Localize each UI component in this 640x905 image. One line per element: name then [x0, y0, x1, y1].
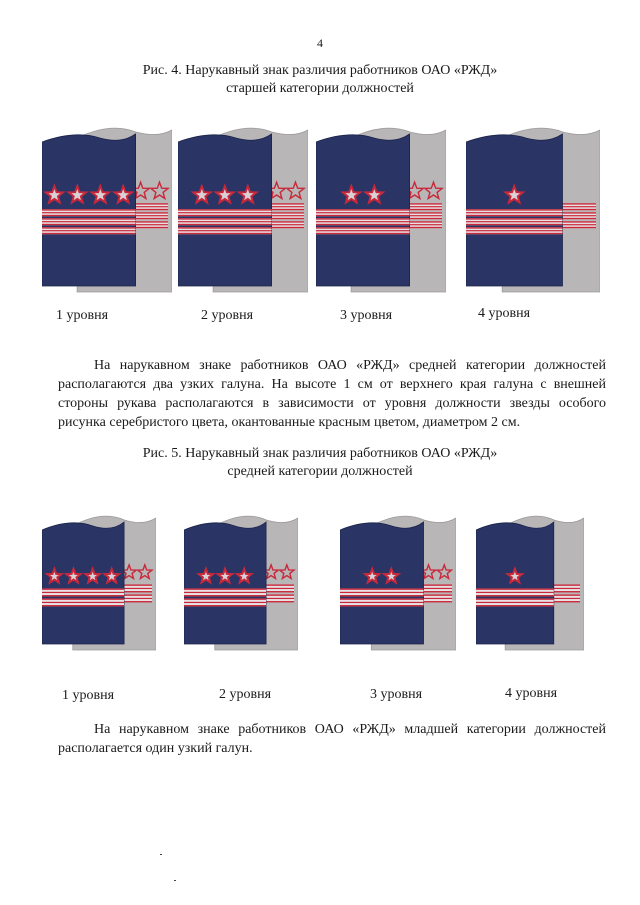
front-sleeve-galloon-line	[466, 230, 562, 231]
figure-5-caption-line-1: Рис. 5. Нарукавный знак различия работников ОАО «РЖД»	[142, 446, 498, 461]
front-sleeve-galloon-line	[42, 592, 124, 593]
back-sleeve-galloon-edge	[134, 209, 168, 210]
back-sleeve-galloon-line	[264, 598, 294, 599]
front-sleeve-galloon-line	[316, 221, 410, 222]
front-sleeve-galloon-edge	[466, 224, 562, 225]
insignia-drawing	[42, 510, 156, 658]
front-sleeve-galloon-line	[466, 212, 562, 213]
insignia-fig5-level-3	[340, 510, 456, 658]
front-sleeve-galloon-line	[184, 592, 266, 593]
front-sleeve	[184, 522, 266, 644]
page-number: 4	[317, 36, 323, 50]
front-sleeve-galloon-edge	[466, 218, 562, 219]
insignia-fig4-level-4	[466, 122, 600, 300]
front-sleeve-galloon-line	[42, 230, 136, 231]
front-sleeve-galloon-line	[340, 602, 424, 603]
back-sleeve-galloon-edge	[552, 584, 580, 585]
front-sleeve-galloon-edge	[42, 218, 136, 219]
back-sleeve-galloon-edge	[122, 591, 152, 592]
front-sleeve-galloon-edge	[316, 227, 410, 228]
back-sleeve-galloon-edge	[270, 218, 304, 219]
back-sleeve-galloon-edge	[560, 221, 596, 222]
front-sleeve-galloon-edge	[466, 215, 562, 216]
back-sleeve-galloon-edge	[264, 601, 294, 602]
front-sleeve-galloon-edge	[476, 605, 554, 606]
back-sleeve-galloon-line	[408, 206, 442, 207]
front-sleeve-galloon-edge	[42, 227, 136, 228]
back-sleeve-galloon-line	[552, 598, 580, 599]
back-sleeve-galloon-edge	[560, 227, 596, 228]
fig5-level-1-label: 1 уровня	[62, 688, 115, 703]
back-sleeve-galloon-edge	[264, 591, 294, 592]
front-sleeve-galloon-edge	[42, 588, 124, 589]
front-sleeve-galloon-line	[184, 602, 266, 603]
back-sleeve-galloon-line	[270, 224, 304, 225]
back-sleeve-galloon-edge	[270, 212, 304, 213]
back-sleeve-galloon-edge	[408, 227, 442, 228]
front-sleeve-galloon-edge	[316, 215, 410, 216]
insignia-drawing	[340, 510, 456, 658]
back-sleeve-galloon-line	[552, 588, 580, 589]
paragraph-middle-category: На нарукавном знаке работников ОАО «РЖД» средней категории должностей располагаются два узких галуна. На высоте 1 см от верхнего края галуна с внешней стороны рукава располагаются в зависимости от уровня должности звезды особого рисунка серебристого цвета, окантованные красным цветом, диаметром 2 см.	[58, 358, 606, 430]
back-sleeve-galloon-edge	[408, 221, 442, 222]
front-sleeve-galloon-edge	[316, 209, 410, 210]
back-sleeve-galloon-edge	[408, 203, 442, 204]
back-sleeve-galloon-edge	[134, 212, 168, 213]
back-sleeve-galloon-edge	[422, 594, 452, 595]
back-sleeve-galloon-line	[408, 224, 442, 225]
front-sleeve-galloon-edge	[178, 209, 272, 210]
front-sleeve-galloon-edge	[340, 588, 424, 589]
back-sleeve-galloon-edge	[422, 584, 452, 585]
front-sleeve-galloon-edge	[42, 209, 136, 210]
front-sleeve-galloon-edge	[316, 233, 410, 234]
front-sleeve-galloon-edge	[178, 233, 272, 234]
back-sleeve-galloon-edge	[408, 212, 442, 213]
back-sleeve-galloon-edge	[134, 218, 168, 219]
fig4-level-3-label: 3 уровня	[340, 308, 393, 323]
back-sleeve-galloon-line	[560, 224, 596, 225]
front-sleeve-galloon-edge	[184, 605, 266, 606]
back-sleeve-galloon-edge	[270, 209, 304, 210]
front-sleeve-galloon-edge	[316, 218, 410, 219]
front-sleeve-galloon-line	[42, 602, 124, 603]
front-sleeve-galloon-line	[42, 212, 136, 213]
front-sleeve-galloon-line	[178, 212, 272, 213]
front-sleeve-galloon-edge	[42, 224, 136, 225]
paragraph-junior-category: На нарукавном знаке работников ОАО «РЖД» младшей категории должностей располагается один узкий галун.	[58, 722, 606, 756]
front-sleeve-galloon-edge	[466, 233, 562, 234]
front-sleeve-galloon-edge	[42, 605, 124, 606]
back-sleeve-galloon-edge	[422, 601, 452, 602]
front-sleeve-galloon-edge	[178, 227, 272, 228]
back-sleeve-galloon-edge	[264, 584, 294, 585]
back-sleeve-galloon-line	[134, 224, 168, 225]
front-sleeve-galloon-line	[178, 230, 272, 231]
front-sleeve-galloon-edge	[184, 595, 266, 596]
insignia-fig5-level-4	[476, 510, 584, 658]
front-sleeve-galloon-edge	[178, 224, 272, 225]
insignia-fig5-level-1	[42, 510, 156, 658]
back-sleeve-galloon-edge	[422, 591, 452, 592]
figure-4-caption-line-2: старшей категории должностей	[226, 81, 414, 96]
insignia-drawing	[184, 510, 298, 658]
front-sleeve-galloon-edge	[42, 598, 124, 599]
insignia-fig5-level-2	[184, 510, 298, 658]
front-sleeve-galloon-line	[340, 592, 424, 593]
front-sleeve	[42, 522, 124, 644]
front-sleeve-galloon-edge	[476, 598, 554, 599]
front-sleeve-galloon-edge	[42, 595, 124, 596]
front-sleeve-galloon-edge	[340, 595, 424, 596]
insignia-fig4-level-1	[42, 122, 172, 300]
back-sleeve-galloon-line	[122, 588, 152, 589]
front-sleeve-galloon-line	[476, 602, 554, 603]
insignia-drawing	[476, 510, 584, 658]
back-sleeve-galloon-edge	[264, 594, 294, 595]
back-sleeve-galloon-edge	[552, 591, 580, 592]
front-sleeve-galloon-edge	[316, 224, 410, 225]
front-sleeve-galloon-line	[476, 592, 554, 593]
back-sleeve-galloon-edge	[122, 584, 152, 585]
front-sleeve-galloon-line	[178, 221, 272, 222]
back-sleeve-galloon-edge	[270, 203, 304, 204]
front-sleeve-galloon-edge	[476, 595, 554, 596]
fig5-level-2-label: 2 уровня	[219, 687, 272, 702]
front-sleeve-galloon-edge	[340, 598, 424, 599]
front-sleeve-galloon-edge	[476, 588, 554, 589]
insignia-drawing	[466, 122, 600, 300]
back-sleeve-galloon-line	[134, 206, 168, 207]
back-sleeve-galloon-edge	[122, 601, 152, 602]
insignia-fig4-level-3	[316, 122, 446, 300]
back-sleeve-galloon-edge	[134, 203, 168, 204]
front-sleeve-galloon-edge	[42, 215, 136, 216]
back-sleeve-galloon-line	[264, 588, 294, 589]
front-sleeve-galloon-line	[466, 221, 562, 222]
front-sleeve-galloon-edge	[178, 218, 272, 219]
back-sleeve-galloon-line	[134, 215, 168, 216]
front-sleeve-galloon-line	[42, 221, 136, 222]
back-sleeve-galloon-edge	[560, 209, 596, 210]
scan-speck	[160, 854, 162, 855]
front-sleeve-galloon-line	[316, 212, 410, 213]
front-sleeve	[476, 522, 554, 644]
back-sleeve-galloon-line	[560, 206, 596, 207]
back-sleeve-galloon-line	[122, 598, 152, 599]
fig4-level-2-label: 2 уровня	[201, 308, 254, 323]
back-sleeve-galloon-edge	[270, 221, 304, 222]
back-sleeve-galloon-edge	[560, 218, 596, 219]
front-sleeve-galloon-edge	[184, 598, 266, 599]
front-sleeve-galloon-edge	[340, 605, 424, 606]
back-sleeve-galloon-edge	[560, 203, 596, 204]
front-sleeve-galloon-edge	[42, 233, 136, 234]
insignia-drawing	[178, 122, 308, 300]
front-sleeve	[340, 522, 424, 644]
back-sleeve-galloon-line	[422, 588, 452, 589]
back-sleeve-galloon-line	[408, 215, 442, 216]
fig5-level-3-label: 3 уровня	[370, 687, 423, 702]
back-sleeve-galloon-edge	[552, 594, 580, 595]
insignia-drawing	[42, 122, 172, 300]
front-sleeve-galloon-edge	[466, 227, 562, 228]
front-sleeve-galloon-edge	[184, 588, 266, 589]
back-sleeve-galloon-line	[270, 215, 304, 216]
fig4-level-1-label: 1 уровня	[56, 308, 109, 323]
figure-4-caption-line-1: Рис. 4. Нарукавный знак различия работников ОАО «РЖД»	[142, 63, 498, 78]
back-sleeve-galloon-edge	[408, 218, 442, 219]
figure-5-caption-line-2: средней категории должностей	[227, 464, 413, 479]
fig4-level-4-label: 4 уровня	[478, 306, 531, 321]
front-sleeve-galloon-line	[316, 230, 410, 231]
back-sleeve-galloon-edge	[408, 209, 442, 210]
insignia-drawing	[316, 122, 446, 300]
back-sleeve-galloon-edge	[134, 221, 168, 222]
back-sleeve-galloon-line	[422, 598, 452, 599]
insignia-fig4-level-2	[178, 122, 308, 300]
back-sleeve-galloon-line	[270, 206, 304, 207]
front-sleeve-galloon-edge	[466, 209, 562, 210]
back-sleeve-galloon-edge	[270, 227, 304, 228]
back-sleeve-galloon-edge	[122, 594, 152, 595]
back-sleeve-galloon-edge	[552, 601, 580, 602]
fig5-level-4-label: 4 уровня	[505, 686, 558, 701]
back-sleeve-galloon-line	[560, 215, 596, 216]
front-sleeve-galloon-edge	[178, 215, 272, 216]
scan-speck	[174, 880, 176, 881]
back-sleeve-galloon-edge	[134, 227, 168, 228]
back-sleeve-galloon-edge	[560, 212, 596, 213]
